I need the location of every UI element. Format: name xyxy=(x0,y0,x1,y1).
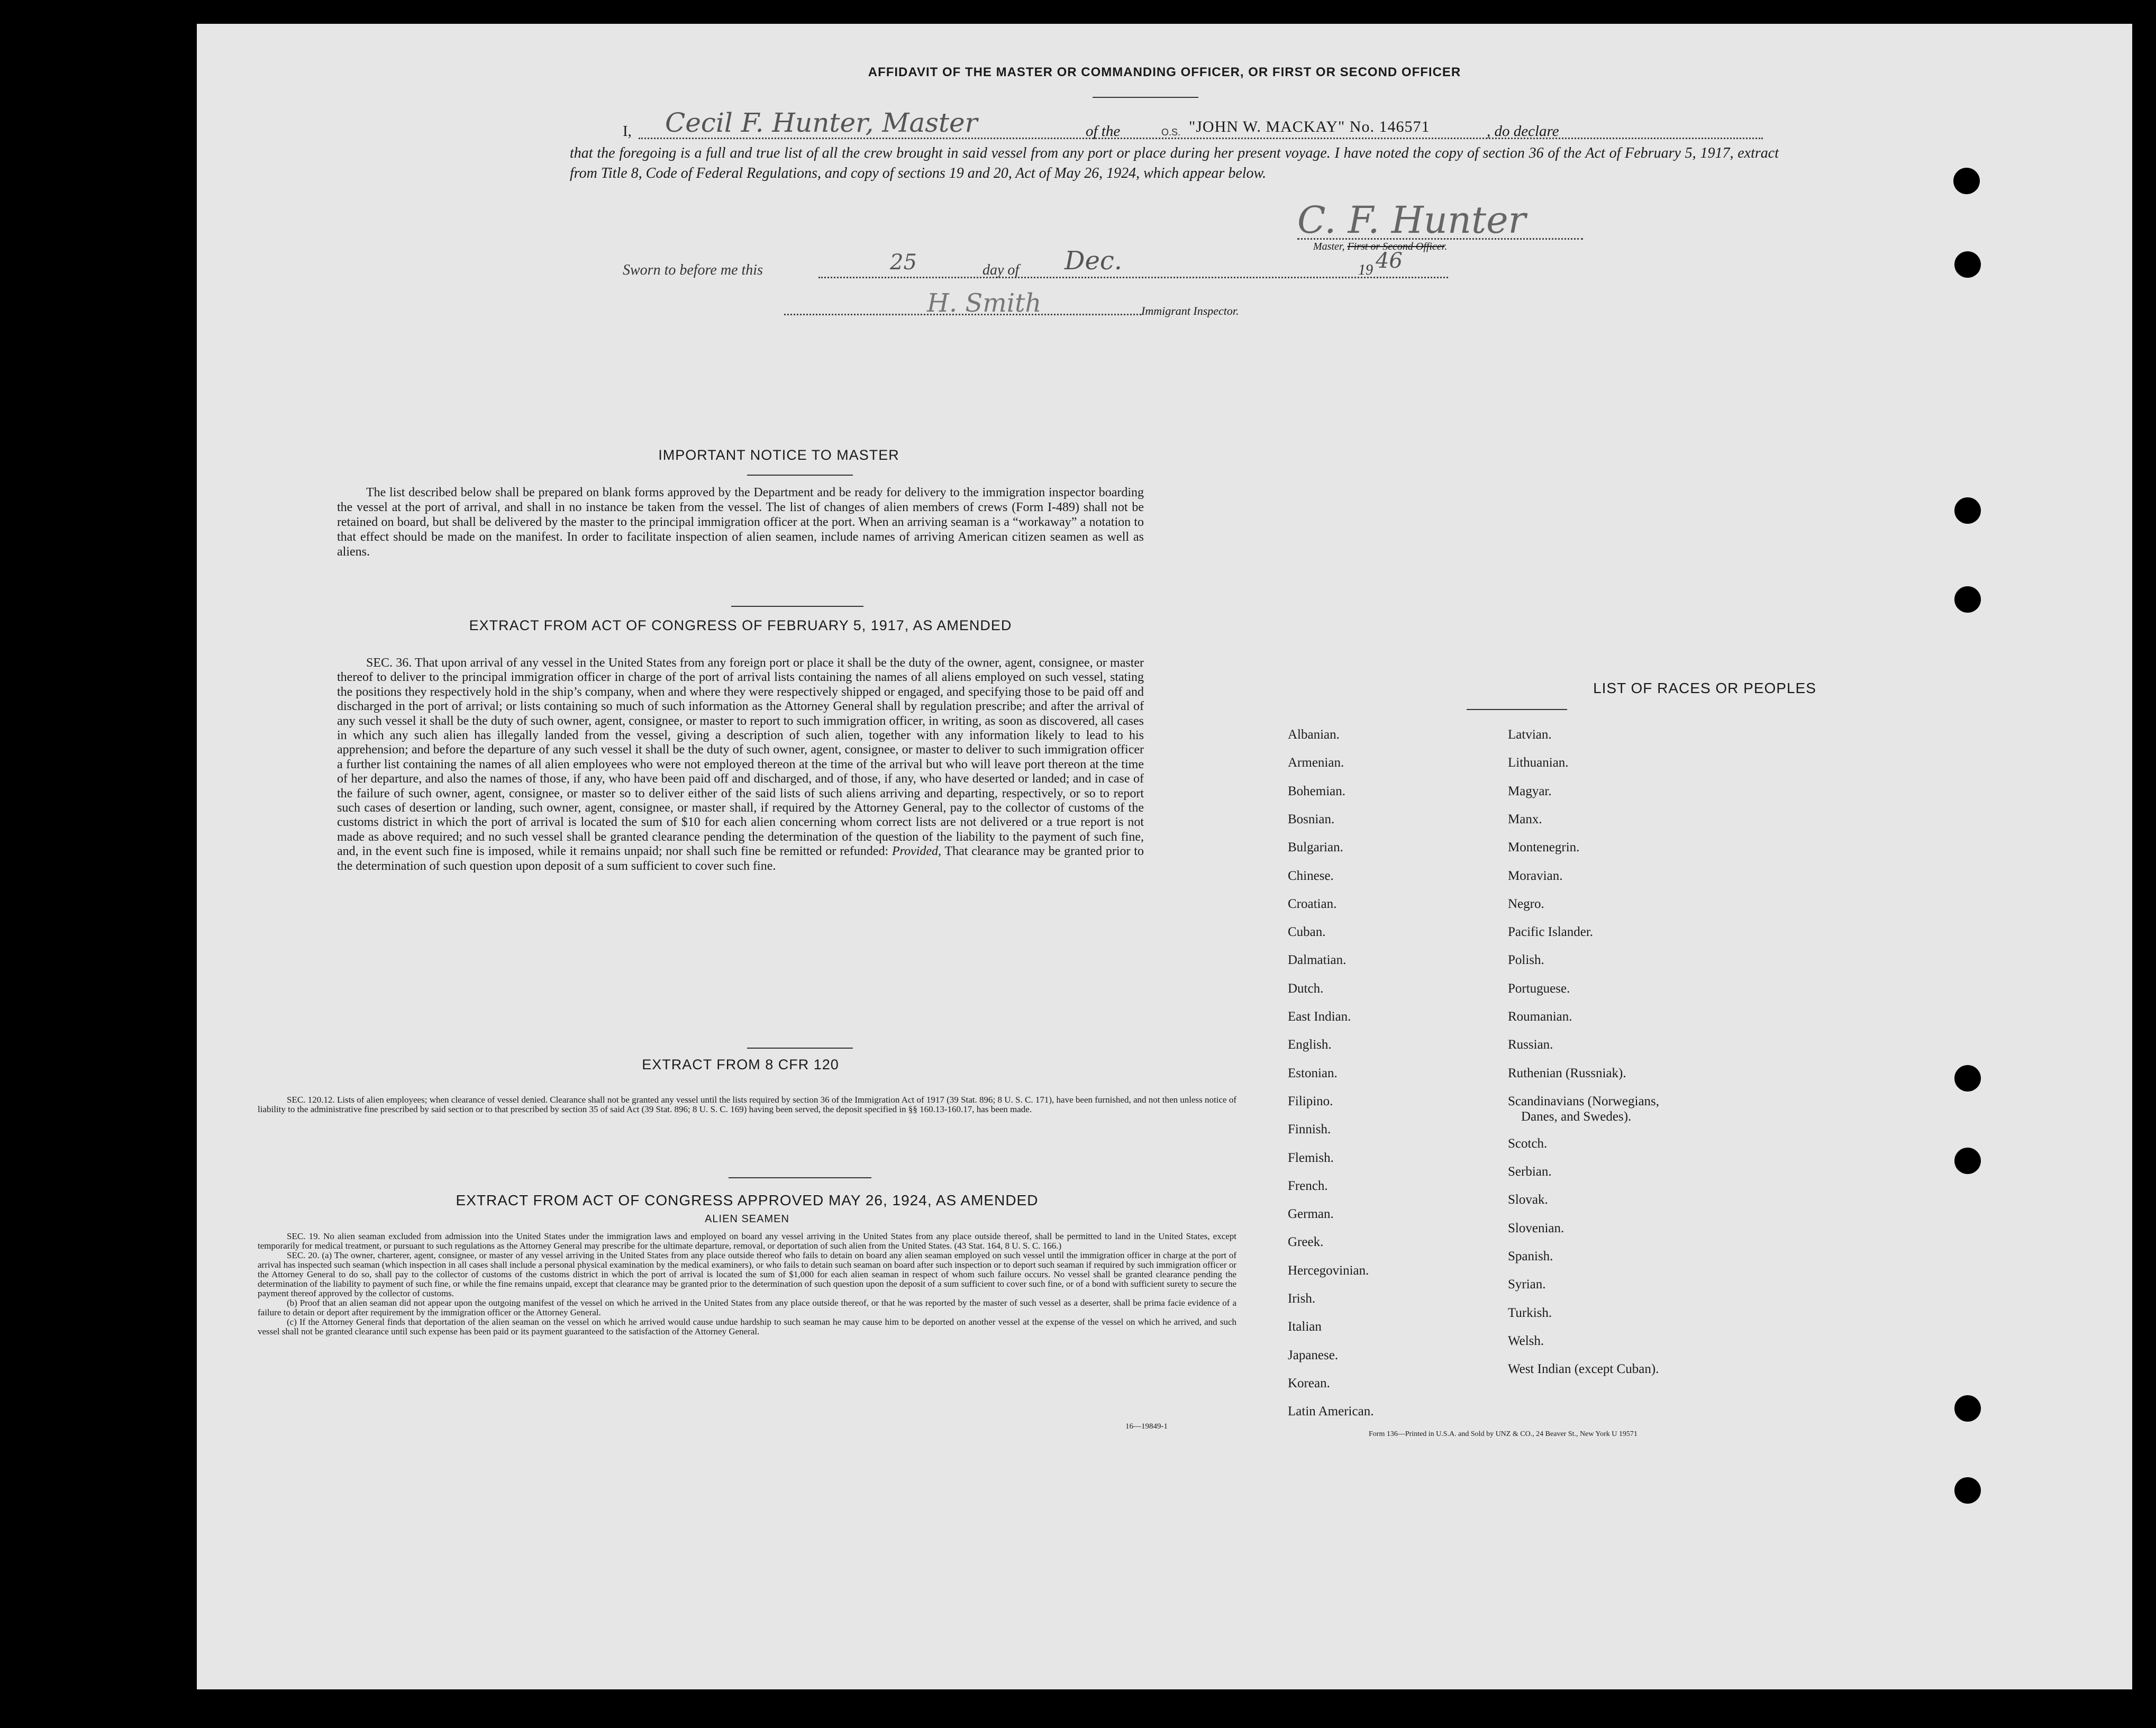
race-item: Flemish. xyxy=(1288,1150,1334,1165)
race-item: Cuban. xyxy=(1288,925,1326,940)
binder-hole xyxy=(1954,251,1981,278)
i-label: I, xyxy=(623,123,632,140)
race-item: Croatian. xyxy=(1288,896,1337,911)
day-of-label: day of xyxy=(983,262,1020,278)
vessel-prefix: O.S. xyxy=(1161,127,1181,138)
race-item: Latin American. xyxy=(1288,1404,1374,1419)
race-item: Scandinavians (Norwegians, xyxy=(1508,1094,1660,1108)
race-item: Serbian. xyxy=(1508,1165,1552,1179)
of-the-label: of the xyxy=(1086,123,1121,140)
race-item: Chinese. xyxy=(1288,868,1334,883)
race-item: Turkish. xyxy=(1508,1305,1552,1320)
races-title: LIST OF RACES OR PEOPLES xyxy=(1593,680,1816,696)
year-suffix: 46 xyxy=(1376,249,1403,273)
sworn-label: Sworn to before me this xyxy=(623,262,763,278)
binder-hole xyxy=(1954,1395,1981,1422)
master-caption: Master, First or Second Officer. xyxy=(1313,241,1448,252)
extract-1917-body: SEC. 36. That upon arrival of any vessel in the United States from any foreign port or place it shall be the duty of the owner, agent, consignee, or master thereof to deliver to the principal immigration officer in charge of the port of arrival lists containing the names of all aliens employed on such vessel, stating the positions they respectively hold in the ship’s company, when and where they were respectively shipped or engaged, and specifying those to be paid off and discharged in the port of arrival; or lists containing so much of such information as the Attorney General shall by regulation prescribe; and after the arrival of any such vessel it shall be the duty of such owner, agent, consignee, or master to report to such immigration officer, in writing, as soon as discovered, all cases in which any such alien has illegally landed from the vessel, giving a description of such alien, together with any information likely to lead to his apprehension; and before the departure of any such vessel it shall be the duty of such owner, agent, consignee, or master to deliver to such immigration officer a further list containing the names of all alien employees who were not employed thereon at the time of the arrival but who will leave port thereon at the time of her departure, and also the names of those, if any, who have been paid off and discharged, and of those, if any, who have deserted or landed; and in case of the failure of such owner, agent, consignee, or master so to deliver either of the said lists of such aliens arriving and departing, respectively, or so to report such cases of desertion or landing, such owner, agent, consignee, or master shall, if required by the Attorney General, pay to the collector of customs of the customs district in which the port of arrival is located the sum of $10 for each alien concerning whom correct lists are not delivered or a true report is not made as above required; and no such vessel shall be granted clearance pending the determination of the question of the liability to the payment of such fine, and, in the event such fine is imposed, while it remains unpaid; nor shall such fine be remitted or refunded: Provided, That clearance may be granted prior to the determination of such question upon deposit of a sum sufficient to cover such fine. xyxy=(337,656,1144,873)
race-item: Irish. xyxy=(1288,1292,1316,1306)
binder-hole xyxy=(1954,1477,1981,1504)
race-item: East Indian. xyxy=(1288,1009,1351,1024)
binder-hole xyxy=(1954,586,1981,613)
extract-1917-title: EXTRACT FROM ACT OF CONGRESS OF FEBRUARY 5, 1917, AS AMENDED xyxy=(469,617,1012,633)
race-item-continuation: Danes, and Swedes). xyxy=(1521,1109,1632,1124)
affidavit-title: AFFIDAVIT OF THE MASTER OR COMMANDING OFFICER, OR FIRST OR SECOND OFFICER xyxy=(868,65,1461,79)
extract-1924-title: EXTRACT FROM ACT OF CONGRESS APPROVED MAY 26, 1924, AS AMENDED xyxy=(456,1192,1039,1208)
race-item: Negro. xyxy=(1508,896,1544,911)
binder-hole xyxy=(1954,497,1981,524)
race-item: West Indian (except Cuban). xyxy=(1508,1362,1659,1377)
race-item: Polish. xyxy=(1508,953,1544,968)
race-item: Filipino. xyxy=(1288,1094,1333,1108)
race-item: Bohemian. xyxy=(1288,784,1346,798)
extract-cfr-title: EXTRACT FROM 8 CFR 120 xyxy=(642,1057,839,1072)
race-item: Lithuanian. xyxy=(1508,756,1569,770)
vessel-name: "JOHN W. MACKAY" No. 146571 xyxy=(1189,118,1430,135)
race-item: Finnish. xyxy=(1288,1122,1331,1137)
race-item: Dalmatian. xyxy=(1288,953,1347,968)
document-page xyxy=(197,24,2132,1689)
extract-cfr-body: SEC. 120.12. Lists of alien employees; when clearance of vessel denied. Clearance shall not be granted any vessel until the lists required by section 36 of the Immigration Act of 1917 (39 Stat. 896; 8 U. S. C. 171), have been furnished, and not then unless notice of liability to the administrative fine prescribed by said section or to that prescribed by section 35 of said Act (39 Stat. 896; 8 U. S. C. 169) having been served, the deposit specified in §§ 160.13-160.17, has been made. xyxy=(258,1095,1237,1114)
race-item: Magyar. xyxy=(1508,784,1552,798)
race-item: Syrian. xyxy=(1508,1277,1546,1292)
race-item: Ruthenian (Russniak). xyxy=(1508,1066,1626,1080)
year-prefix: 19 xyxy=(1358,262,1373,278)
race-item: Montenegrin. xyxy=(1508,840,1580,855)
race-item: Russian. xyxy=(1508,1038,1553,1052)
declaration-text: that the foregoing is a full and true list of all the crew brought in said vessel from any port or place during her present voyage. I have noted the copy of section 36 of the Act of February 5, 1917, extract from Title 8, Code of Federal Regulations, and copy of sections 19 and 20, Act of May 26, 1924, which appear below. xyxy=(570,145,1779,181)
race-item: Roumanian. xyxy=(1508,1009,1572,1024)
race-item: Bosnian. xyxy=(1288,812,1335,826)
notice-text: The list described below shall be prepared on blank forms approved by the Department and be ready for delivery to the immigration inspector boarding the vessel at the port of arrival, and shall in no instance be taken from the vessel. The list of changes of alien members of crews (Form I-489) shall not be retained on board, but shall be delivered by the master to the principal immigration officer at the port. When an arriving seaman is a “workaway” a notation to that effect should be made on the manifest. In order to facilitate inspection of alien seamen, include names of arriving American citizen seamen as well as aliens. xyxy=(337,486,1144,559)
race-item: Greek. xyxy=(1288,1235,1324,1250)
form-code-left: 16—19849-1 xyxy=(1125,1422,1168,1431)
inspector-signature: H. Smith xyxy=(927,288,1042,318)
race-item: Dutch. xyxy=(1288,981,1324,996)
race-item: Spanish. xyxy=(1508,1249,1553,1264)
race-item: Italian xyxy=(1288,1320,1322,1334)
race-item: German. xyxy=(1288,1207,1334,1222)
race-item: French. xyxy=(1288,1178,1328,1193)
do-declare-label: , do declare xyxy=(1487,123,1559,140)
race-item: Manx. xyxy=(1508,812,1542,826)
sworn-day: 25 xyxy=(890,250,917,275)
race-item: Moravian. xyxy=(1508,868,1563,883)
race-item: Albanian. xyxy=(1288,727,1340,742)
race-item: Estonian. xyxy=(1288,1066,1338,1080)
binder-hole xyxy=(1954,1065,1981,1092)
race-item: Armenian. xyxy=(1288,756,1344,770)
race-item: Hercegovinian. xyxy=(1288,1263,1369,1278)
race-item: English. xyxy=(1288,1038,1332,1052)
race-item: Slovenian. xyxy=(1508,1221,1564,1235)
alien-seamen-subtitle: ALIEN SEAMEN xyxy=(705,1213,789,1225)
race-item: Pacific Islander. xyxy=(1508,925,1594,940)
race-item: Slovak. xyxy=(1508,1193,1548,1207)
race-item: Japanese. xyxy=(1288,1348,1339,1362)
extract-1924-body: SEC. 19. No alien seaman excluded from admission into the United States under the immigration laws and employed on board any vessel arriving in the United States from any place outside thereof, shall be permitted to land in the United States, except temporarily for medical treatment, or pursuant to such regulations as the Attorney General may prescribe for the ultimate departure, removal, or deportation of such alien from the United States. (43 Stat. 164, 8 U. S. C. 166.) SEC. 20. (a) The owner, charterer, agent, consignee, or master of any vessel arriving in the United States from any place outside thereof who fails to detain on board any alien seaman employed on such vessel until the immigration officer in charge at the port of arrival has inspected such seaman (which inspection in all cases shall include a personal physical examination by the medical examiners), or who fails to detain such seaman on board after such inspection or to deport such seaman if required by such immigration officer or the Attorney General to do so, shall pay to the collector of customs of the customs district in which the port of arrival is located the sum of $1,000 for each alien seaman in respect of whom such failure occurs. No vessel shall be granted clearance pending the determination of the liability to payment of such fine, or while the fine remains unpaid, except that clearance may be granted prior to the determination of such question upon the deposit of a sum sufficient to cover such fine, or of a bond with sufficient surety to secure the payment thereof approved by the collector of customs. (b) Proof that an alien seaman did not appear upon the outgoing manifest of the vessel on which he arrived in the United States from any place outside thereof, or that he was reported by the master of such vessel as a deserter, shall be prima facie evidence of a failure to detain or deport after requirement by the immigration officer or the Attorney General. (c) If the Attorney General finds that deportation of the alien seaman on the vessel on which he arrived would cause undue hardship to such seaman he may cause him to be deported on another vessel at the expense of the vessel on which he arrived, and such vessel shall not be granted clearance until such expense has been paid or its payment guaranteed to the satisfaction of the Attorney General. xyxy=(258,1231,1237,1336)
form-printer-line: Form 136—Printed in U.S.A. and Sold by UNZ & CO., 24 Beaver St., New York U 19571 xyxy=(1369,1430,1638,1438)
binder-hole xyxy=(1953,168,1980,194)
race-item: Portuguese. xyxy=(1508,981,1570,996)
master-signature: C. F. Hunter xyxy=(1297,198,1526,242)
race-item: Scotch. xyxy=(1508,1136,1548,1151)
race-item: Latvian. xyxy=(1508,727,1552,742)
race-item: Korean. xyxy=(1288,1376,1330,1390)
binder-hole xyxy=(1954,1148,1981,1174)
race-item: Bulgarian. xyxy=(1288,840,1343,855)
master-name-handwritten: Cecil F. Hunter, Master xyxy=(665,107,978,138)
race-item: Welsh. xyxy=(1508,1333,1544,1348)
inspector-caption: Immigrant Inspector. xyxy=(1141,304,1239,317)
sworn-month: Dec. xyxy=(1065,246,1123,276)
notice-title: IMPORTANT NOTICE TO MASTER xyxy=(658,447,899,463)
